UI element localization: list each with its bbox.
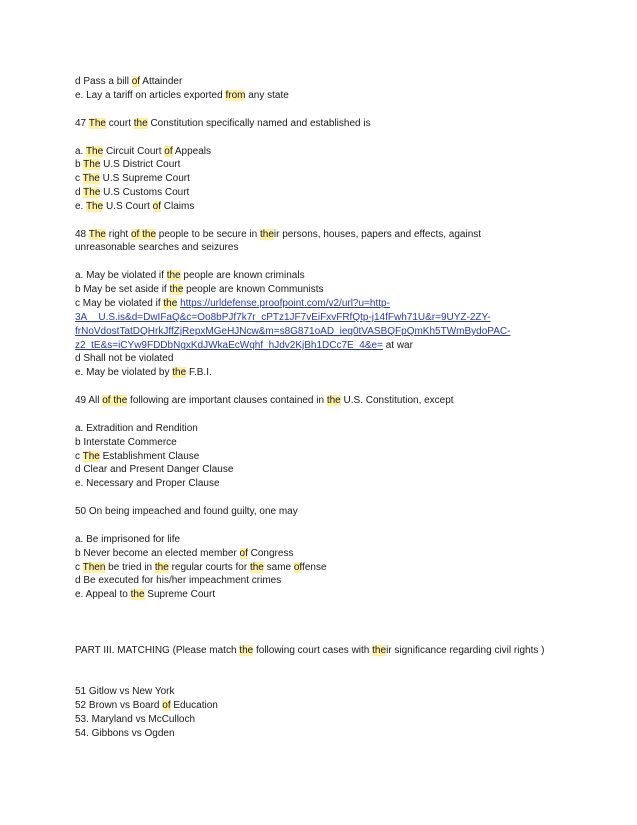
line-text: same bbox=[263, 562, 294, 573]
line-text: Establishment Clause bbox=[99, 451, 200, 462]
matching-item bbox=[75, 685, 175, 698]
answer-line bbox=[75, 200, 194, 213]
line-text: e. Necessary and Proper Clause bbox=[75, 478, 220, 489]
answer-line bbox=[75, 158, 180, 171]
line-text: a. bbox=[75, 146, 86, 157]
answer-line bbox=[75, 352, 173, 365]
line-text: e. bbox=[75, 201, 86, 212]
question-line bbox=[75, 117, 371, 130]
line-text: following are important clauses contained in bbox=[127, 395, 327, 406]
answer-line bbox=[75, 89, 289, 102]
answer-line bbox=[75, 422, 198, 435]
highlighted-word: the bbox=[163, 298, 178, 309]
highlighted-word: of bbox=[162, 700, 171, 711]
highlighted-word: Then bbox=[82, 562, 106, 573]
line-text: d Be executed for his/her impeachment crimes bbox=[75, 575, 282, 586]
line-text: 54. Gibbons vs Ogden bbox=[75, 728, 175, 739]
answer-line bbox=[75, 533, 180, 546]
question-line bbox=[75, 394, 454, 407]
url-link-text[interactable]: z2_tE&s=iCYw9FDDbNgxKdJWkaEcWqhf_hJdv2KjBh1DCc7E_4&e= bbox=[75, 340, 383, 351]
answer-line bbox=[75, 172, 190, 185]
matching-item bbox=[75, 713, 195, 726]
url-link-text[interactable]: 3A__U.S.is&d=DwIFaQ&c=Oo8bPJf7k7r_cPTz1JF7vEiFxvFRfQtp-j14fFwh71U&r=9UYZ-2ZY- bbox=[75, 312, 491, 323]
highlighted-word: The bbox=[82, 173, 100, 184]
url-link-text[interactable]: frNoVdostTatDQHrkJffZjRepxMGeHJNcw&m=s8G871oAD_ieq0tVASBQFpQmKh5TWmBydoPAC- bbox=[75, 326, 511, 337]
line-text: U.S. Constitution, except bbox=[340, 395, 454, 406]
highlighted-word: The bbox=[88, 229, 106, 240]
line-text: PART III. MATCHING (Please match bbox=[75, 645, 240, 656]
matching-item bbox=[75, 727, 175, 740]
line-text: b May be set aside if bbox=[75, 284, 170, 295]
line-text: Circuit Court bbox=[103, 146, 165, 157]
answer-line bbox=[75, 450, 199, 463]
line-text: ir persons, houses, papers and effects, against bbox=[273, 229, 482, 240]
line-text: d bbox=[75, 187, 84, 198]
line-text: c bbox=[75, 562, 83, 573]
line-text: be tried in bbox=[105, 562, 155, 573]
highlighted-word: of the bbox=[102, 395, 128, 406]
highlighted-word: The bbox=[83, 159, 101, 170]
answer-line bbox=[75, 574, 281, 587]
line-text: 49 All bbox=[75, 395, 103, 406]
line-text: U.S Supreme Court bbox=[99, 173, 190, 184]
answer-line[interactable] bbox=[75, 311, 491, 324]
highlighted-word: of bbox=[293, 562, 303, 573]
answer-line[interactable] bbox=[75, 325, 510, 338]
line-text: at war bbox=[382, 340, 413, 351]
line-text: fense bbox=[302, 562, 327, 573]
line-text: Appeals bbox=[172, 146, 212, 157]
line-text: people are known criminals bbox=[180, 270, 305, 281]
highlighted-word: the bbox=[133, 118, 148, 129]
line-text: b Interstate Commerce bbox=[75, 437, 177, 448]
question-line bbox=[75, 228, 481, 241]
section-heading bbox=[75, 644, 544, 657]
question-line bbox=[75, 505, 298, 518]
line-text: 51 Gitlow vs New York bbox=[75, 686, 175, 697]
line-text: people are known Communists bbox=[183, 284, 324, 295]
line-text: b bbox=[75, 159, 84, 170]
line-text: d Clear and Present Danger Clause bbox=[75, 464, 234, 475]
line-text: 50 On being impeached and found guilty, one may bbox=[75, 506, 298, 517]
answer-line[interactable] bbox=[75, 339, 413, 352]
line-text: F.B.I. bbox=[186, 367, 212, 378]
highlighted-word: the bbox=[259, 229, 274, 240]
line-text: c bbox=[75, 451, 83, 462]
highlighted-word: of bbox=[164, 146, 173, 157]
line-text: d Shall not be violated bbox=[75, 353, 174, 364]
line-text: ir significance regarding civil rights ) bbox=[386, 645, 545, 656]
highlighted-word: the bbox=[172, 367, 187, 378]
line-text: a. Be imprisoned for life bbox=[75, 534, 181, 545]
highlighted-word: The bbox=[82, 451, 100, 462]
highlighted-word: the bbox=[326, 395, 341, 406]
line-text: b Never become an elected member bbox=[75, 548, 240, 559]
highlighted-word: the bbox=[154, 562, 169, 573]
highlighted-word: of bbox=[239, 548, 248, 559]
line-text: e. May be violated by bbox=[75, 367, 173, 378]
line-text: 53. Maryland vs McCulloch bbox=[75, 714, 196, 725]
answer-line bbox=[75, 269, 305, 282]
answer-line bbox=[75, 186, 189, 199]
line-text: c May be violated if bbox=[75, 298, 164, 309]
line-text: Congress bbox=[247, 548, 294, 559]
line-text: e. Appeal to bbox=[75, 589, 131, 600]
question-line bbox=[75, 241, 238, 254]
line-text: a. Extradition and Rendition bbox=[75, 423, 198, 434]
line-text: 47 bbox=[75, 118, 89, 129]
line-text: unreasonable searches and seizures bbox=[75, 242, 239, 253]
line-text: people to be secure in bbox=[156, 229, 260, 240]
line-text: e. Lay a tariff on articles exported bbox=[75, 90, 226, 101]
highlighted-word: the bbox=[372, 645, 387, 656]
highlighted-word: The bbox=[88, 118, 106, 129]
answer-line bbox=[75, 561, 327, 574]
line-text: U.S District Court bbox=[100, 159, 181, 170]
answer-line bbox=[75, 477, 220, 490]
line-text: following court cases with bbox=[253, 645, 373, 656]
answer-line[interactable] bbox=[75, 297, 390, 310]
answer-line bbox=[75, 588, 215, 601]
line-text: Attainder bbox=[140, 76, 183, 87]
highlighted-word: of the bbox=[130, 229, 157, 240]
url-link-text[interactable]: https://urldefense.proofpoint.com/v2/url?u=http- bbox=[180, 298, 390, 309]
answer-line bbox=[75, 463, 233, 476]
line-text: c bbox=[75, 173, 83, 184]
highlighted-word: the bbox=[249, 562, 264, 573]
highlighted-word: The bbox=[83, 187, 101, 198]
answer-line bbox=[75, 547, 293, 560]
answer-line bbox=[75, 436, 177, 449]
highlighted-word: of bbox=[131, 76, 141, 87]
highlighted-word: the bbox=[169, 284, 184, 295]
matching-item bbox=[75, 699, 218, 712]
line-text: U.S Customs Court bbox=[100, 187, 190, 198]
line-text: any state bbox=[245, 90, 289, 101]
answer-line bbox=[75, 283, 323, 296]
line-text: right bbox=[105, 229, 131, 240]
line-text: court bbox=[105, 118, 134, 129]
line-text: Claims bbox=[160, 201, 195, 212]
line-text: Constitution specifically named and established is bbox=[147, 118, 371, 129]
line-text: Supreme Court bbox=[144, 589, 216, 600]
line-text: a. May be violated if bbox=[75, 270, 167, 281]
line-text: U.S Court bbox=[103, 201, 153, 212]
answer-line bbox=[75, 75, 182, 88]
line-text: 52 Brown vs Board bbox=[75, 700, 163, 711]
highlighted-word: the bbox=[239, 645, 254, 656]
highlighted-word: the bbox=[130, 589, 145, 600]
line-text: Education bbox=[170, 700, 218, 711]
highlighted-word: of bbox=[152, 201, 161, 212]
highlighted-word: The bbox=[85, 146, 104, 157]
highlighted-word: The bbox=[85, 201, 104, 212]
line-text: d Pass a bill bbox=[75, 76, 132, 87]
highlighted-word: from bbox=[225, 90, 246, 101]
line-text: 48 bbox=[75, 229, 89, 240]
answer-line bbox=[75, 145, 211, 158]
line-text: regular courts for bbox=[168, 562, 250, 573]
highlighted-word: the bbox=[166, 270, 181, 281]
answer-line bbox=[75, 366, 212, 379]
